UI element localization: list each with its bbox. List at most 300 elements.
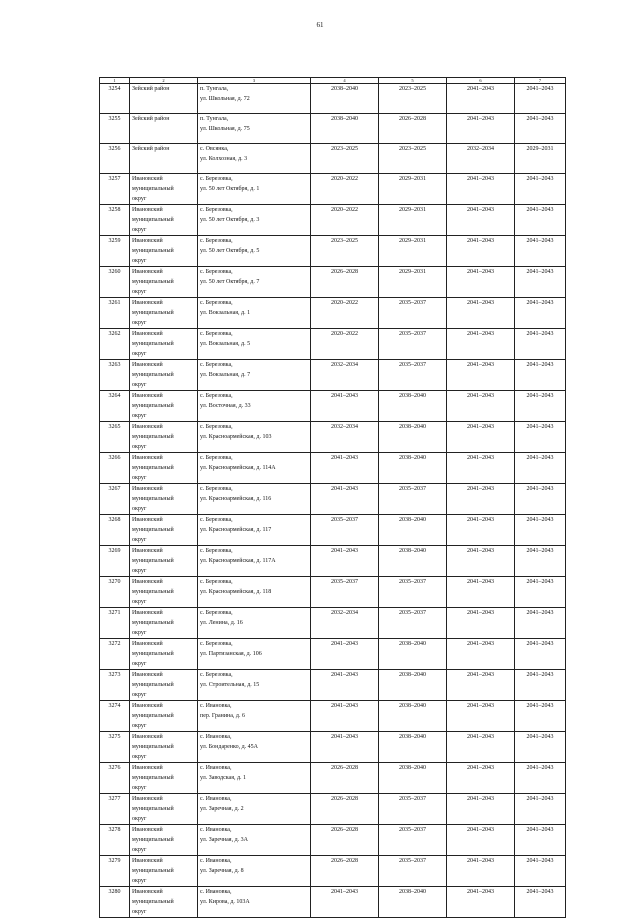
period-cell-5: 2035–2037 [379, 577, 447, 608]
district-cell-line: муниципальный [132, 899, 174, 905]
district-cell-line: муниципальный [132, 651, 174, 657]
period-cell-5: 2038–2040 [379, 453, 447, 484]
district-cell-line: округ [132, 382, 147, 388]
address-cell-line: с. Березовка, [200, 424, 233, 430]
district-cell-line: округ [132, 444, 147, 450]
district-cell-line: Ивановский [132, 238, 163, 244]
address-cell [198, 236, 311, 267]
district-cell [130, 732, 198, 763]
district-cell-line: муниципальный [132, 341, 174, 347]
period-cell-7: 2041–2043 [515, 236, 566, 267]
address-cell-line: ул. Школьная, д. 75 [200, 126, 250, 132]
row-number-cell: 3278 [100, 825, 130, 856]
district-cell-line: округ [132, 537, 147, 543]
period-cell-7: 2041–2043 [515, 577, 566, 608]
period-cell-6: 2041–2043 [447, 174, 515, 205]
district-cell-line: Ивановский [132, 331, 163, 337]
table-row [100, 732, 566, 763]
district-cell [130, 236, 198, 267]
address-cell-line: ул. Красноармейская, д. 114А [200, 465, 276, 471]
table-row [100, 422, 566, 453]
period-cell-6: 2032–2034 [447, 144, 515, 174]
column-number: 3 [198, 78, 311, 84]
period-cell-6: 2041–2043 [447, 856, 515, 887]
period-cell-6: 2041–2043 [447, 887, 515, 918]
table-row [100, 205, 566, 236]
table-row [100, 825, 566, 856]
table-row [100, 144, 566, 174]
district-cell [130, 114, 198, 144]
period-cell-5: 2035–2037 [379, 608, 447, 639]
period-cell-5: 2038–2040 [379, 732, 447, 763]
period-cell-6: 2041–2043 [447, 577, 515, 608]
district-cell-line: муниципальный [132, 620, 174, 626]
period-cell-6: 2041–2043 [447, 422, 515, 453]
row-number-cell: 3277 [100, 794, 130, 825]
period-cell-4: 2026–2028 [311, 267, 379, 298]
period-cell-5: 2038–2040 [379, 391, 447, 422]
row-number-cell: 3269 [100, 546, 130, 577]
period-cell-4: 2032–2034 [311, 360, 379, 391]
district-cell [130, 329, 198, 360]
period-cell-7: 2041–2043 [515, 515, 566, 546]
address-cell [198, 732, 311, 763]
address-cell [198, 422, 311, 453]
period-cell-5: 2026–2028 [379, 114, 447, 144]
period-cell-5: 2035–2037 [379, 484, 447, 515]
period-cell-6: 2041–2043 [447, 298, 515, 329]
period-cell-5: 2035–2037 [379, 329, 447, 360]
period-cell-5: 2029–2031 [379, 174, 447, 205]
district-cell [130, 84, 198, 114]
address-cell-line: с. Березовка, [200, 362, 233, 368]
district-cell-line: округ [132, 878, 147, 884]
period-cell-6: 2041–2043 [447, 546, 515, 577]
row-number-cell: 3258 [100, 205, 130, 236]
district-cell-line: муниципальный [132, 248, 174, 254]
district-cell-line: округ [132, 754, 147, 760]
district-cell-line: муниципальный [132, 558, 174, 564]
district-cell-line: Ивановский [132, 610, 163, 616]
period-cell-5: 2038–2040 [379, 701, 447, 732]
period-cell-4: 2038–2040 [311, 114, 379, 144]
period-cell-4: 2041–2043 [311, 453, 379, 484]
district-cell [130, 391, 198, 422]
address-cell-line: с. Березовка, [200, 238, 233, 244]
address-cell [198, 84, 311, 114]
district-cell-line: округ [132, 289, 147, 295]
district-cell-line: округ [132, 320, 147, 326]
column-number: 4 [311, 78, 379, 84]
district-cell-line: Ивановский [132, 269, 163, 275]
table-row [100, 267, 566, 298]
district-cell-line: округ [132, 785, 147, 791]
address-cell-line: с. Ивановка, [200, 765, 232, 771]
district-cell-line: округ [132, 661, 147, 667]
row-number-cell: 3254 [100, 84, 130, 114]
period-cell-5: 2023–2025 [379, 144, 447, 174]
address-cell-line: с. Овсянка, [200, 146, 229, 152]
table-row [100, 856, 566, 887]
address-cell-line: с. Березовка, [200, 517, 233, 523]
district-cell [130, 546, 198, 577]
address-cell-line: ул. Партизанская, д. 106 [200, 651, 262, 657]
address-cell-line: с. Березовка, [200, 641, 233, 647]
table-row [100, 298, 566, 329]
district-cell-line: округ [132, 227, 147, 233]
address-cell-line: ул. Строительная, д. 15 [200, 682, 260, 688]
period-cell-5: 2038–2040 [379, 515, 447, 546]
address-cell-line: ул. Ленина, д. 16 [200, 620, 243, 626]
district-cell-line: округ [132, 413, 147, 419]
period-cell-7: 2041–2043 [515, 298, 566, 329]
row-number-cell: 3257 [100, 174, 130, 205]
address-cell-line: ул. Красноармейская, д. 116 [200, 496, 272, 502]
district-cell-line: Ивановский [132, 455, 163, 461]
address-cell-line: п. Тунгала, [200, 116, 229, 122]
period-cell-4: 2038–2040 [311, 84, 379, 114]
period-cell-7: 2041–2043 [515, 484, 566, 515]
period-cell-7: 2041–2043 [515, 763, 566, 794]
district-cell [130, 144, 198, 174]
district-cell-line: муниципальный [132, 403, 174, 409]
table-row [100, 84, 566, 114]
address-cell-line: с. Ивановка, [200, 703, 232, 709]
period-cell-6: 2041–2043 [447, 515, 515, 546]
period-cell-5: 2035–2037 [379, 794, 447, 825]
row-number-cell: 3255 [100, 114, 130, 144]
district-cell [130, 794, 198, 825]
district-cell [130, 267, 198, 298]
address-cell [198, 114, 311, 144]
table-row [100, 546, 566, 577]
table-row [100, 360, 566, 391]
period-cell-4: 2041–2043 [311, 670, 379, 701]
period-cell-5: 2035–2037 [379, 360, 447, 391]
address-cell [198, 577, 311, 608]
row-number-cell: 3262 [100, 329, 130, 360]
period-cell-5: 2038–2040 [379, 763, 447, 794]
table-row [100, 608, 566, 639]
address-cell [198, 329, 311, 360]
period-cell-7: 2041–2043 [515, 453, 566, 484]
district-cell [130, 422, 198, 453]
row-number-cell: 3276 [100, 763, 130, 794]
district-cell-line: муниципальный [132, 806, 174, 812]
table-row [100, 329, 566, 360]
row-number-cell: 3273 [100, 670, 130, 701]
table-row [100, 670, 566, 701]
district-cell-line: Ивановский [132, 796, 163, 802]
row-number-cell: 3271 [100, 608, 130, 639]
period-cell-4: 2026–2028 [311, 825, 379, 856]
period-cell-7: 2041–2043 [515, 205, 566, 236]
district-cell-line: Ивановский [132, 889, 163, 895]
address-cell [198, 639, 311, 670]
address-cell-line: с. Березовка, [200, 331, 233, 337]
period-cell-7: 2041–2043 [515, 391, 566, 422]
address-cell-line: ул. Заречная, д. 2 [200, 806, 244, 812]
district-cell-line: муниципальный [132, 186, 174, 192]
address-cell-line: пер. Гранина, д. 6 [200, 713, 245, 719]
district-cell-line: Ивановский [132, 176, 163, 182]
address-cell-line: ул. Красноармейская, д. 117А [200, 558, 276, 564]
address-cell-line: ул. Красноармейская, д. 103 [200, 434, 272, 440]
period-cell-5: 2038–2040 [379, 670, 447, 701]
table-row [100, 794, 566, 825]
period-cell-7: 2041–2043 [515, 701, 566, 732]
period-cell-4: 2026–2028 [311, 763, 379, 794]
district-cell [130, 453, 198, 484]
address-cell [198, 298, 311, 329]
district-cell-line: округ [132, 630, 147, 636]
period-cell-7: 2041–2043 [515, 174, 566, 205]
period-cell-4: 2026–2028 [311, 856, 379, 887]
address-cell [198, 484, 311, 515]
district-cell-line: округ [132, 692, 147, 698]
period-cell-4: 2020–2022 [311, 329, 379, 360]
period-cell-7: 2041–2043 [515, 422, 566, 453]
period-cell-6: 2041–2043 [447, 670, 515, 701]
address-cell-line: с. Березовка, [200, 300, 233, 306]
period-cell-6: 2041–2043 [447, 84, 515, 114]
address-cell [198, 391, 311, 422]
district-cell-line: Ивановский [132, 517, 163, 523]
column-number: 1 [100, 78, 130, 84]
address-cell [198, 856, 311, 887]
district-cell-line: муниципальный [132, 682, 174, 688]
row-number-cell: 3272 [100, 639, 130, 670]
district-cell-line: Ивановский [132, 548, 163, 554]
address-cell [198, 701, 311, 732]
table-row [100, 114, 566, 144]
district-cell-line: округ [132, 196, 147, 202]
district-cell-line: округ [132, 599, 147, 605]
district-cell-line: Ивановский [132, 672, 163, 678]
address-cell [198, 453, 311, 484]
address-cell-line: ул. 50 лет Октября, д. 7 [200, 279, 260, 285]
page-number: 61 [316, 21, 324, 29]
district-cell-line: Ивановский [132, 734, 163, 740]
district-cell-line: Ивановский [132, 858, 163, 864]
address-cell-line: с. Березовка, [200, 672, 233, 678]
district-cell-line: Зейский район [132, 146, 170, 152]
address-cell [198, 546, 311, 577]
address-cell-line: с. Ивановка, [200, 858, 232, 864]
district-cell-line: муниципальный [132, 527, 174, 533]
row-number-cell: 3280 [100, 887, 130, 918]
address-cell-line: ул. Кирова, д. 103А [200, 899, 250, 905]
row-number-cell: 3274 [100, 701, 130, 732]
district-cell-line: Ивановский [132, 393, 163, 399]
district-cell-line: муниципальный [132, 837, 174, 843]
address-cell [198, 515, 311, 546]
period-cell-5: 2029–2031 [379, 236, 447, 267]
address-cell [198, 205, 311, 236]
address-cell-line: с. Березовка, [200, 207, 233, 213]
district-cell-line: муниципальный [132, 217, 174, 223]
address-cell [198, 360, 311, 391]
row-number-cell: 3268 [100, 515, 130, 546]
address-cell [198, 174, 311, 205]
column-number: 6 [447, 78, 515, 84]
period-cell-4: 2041–2043 [311, 639, 379, 670]
address-cell-line: с. Березовка, [200, 610, 233, 616]
district-cell-line: муниципальный [132, 279, 174, 285]
district-cell [130, 825, 198, 856]
district-cell [130, 515, 198, 546]
address-cell-line: с. Березовка, [200, 455, 233, 461]
address-cell-line: с. Березовка, [200, 548, 233, 554]
column-number: 2 [130, 78, 198, 84]
period-cell-7: 2041–2043 [515, 670, 566, 701]
address-cell-line: ул. 50 лет Октября, д. 1 [200, 186, 260, 192]
period-cell-6: 2041–2043 [447, 267, 515, 298]
district-cell-line: муниципальный [132, 434, 174, 440]
period-cell-7: 2041–2043 [515, 360, 566, 391]
row-number-cell: 3259 [100, 236, 130, 267]
period-cell-6: 2041–2043 [447, 763, 515, 794]
address-cell [198, 763, 311, 794]
period-cell-7: 2041–2043 [515, 84, 566, 114]
period-cell-7: 2041–2043 [515, 114, 566, 144]
table-row [100, 763, 566, 794]
district-cell-line: Ивановский [132, 486, 163, 492]
period-cell-7: 2041–2043 [515, 639, 566, 670]
district-cell [130, 577, 198, 608]
district-cell-line: Зейский район [132, 86, 170, 92]
row-number-cell: 3266 [100, 453, 130, 484]
address-cell-line: ул. Школьная, д. 72 [200, 96, 250, 102]
district-cell [130, 887, 198, 918]
period-cell-4: 2035–2037 [311, 577, 379, 608]
period-cell-7: 2041–2043 [515, 329, 566, 360]
period-cell-4: 2026–2028 [311, 794, 379, 825]
row-number-cell: 3261 [100, 298, 130, 329]
district-cell-line: Ивановский [132, 362, 163, 368]
table-row [100, 887, 566, 918]
address-cell [198, 670, 311, 701]
district-cell-line: округ [132, 909, 147, 915]
period-cell-6: 2041–2043 [447, 639, 515, 670]
district-cell-line: округ [132, 723, 147, 729]
period-cell-5: 2029–2031 [379, 267, 447, 298]
district-cell-line: округ [132, 351, 147, 357]
period-cell-6: 2041–2043 [447, 825, 515, 856]
row-number-cell: 3264 [100, 391, 130, 422]
row-number-cell: 3256 [100, 144, 130, 174]
row-number-cell: 3260 [100, 267, 130, 298]
period-cell-4: 2020–2022 [311, 298, 379, 329]
district-cell [130, 205, 198, 236]
period-cell-6: 2041–2043 [447, 453, 515, 484]
district-cell-line: Ивановский [132, 827, 163, 833]
period-cell-7: 2041–2043 [515, 887, 566, 918]
period-cell-4: 2023–2025 [311, 144, 379, 174]
period-cell-6: 2041–2043 [447, 236, 515, 267]
schedule-table [99, 77, 566, 918]
period-cell-4: 2041–2043 [311, 887, 379, 918]
address-cell-line: ул. Заречная, д. 3А [200, 837, 248, 843]
address-cell [198, 794, 311, 825]
district-cell-line: Ивановский [132, 207, 163, 213]
district-cell-line: Ивановский [132, 765, 163, 771]
table-row [100, 701, 566, 732]
period-cell-5: 2035–2037 [379, 825, 447, 856]
table-row [100, 174, 566, 205]
address-cell [198, 825, 311, 856]
address-cell-line: ул. Вокзальная, д. 5 [200, 341, 251, 347]
district-cell-line: округ [132, 475, 147, 481]
address-cell-line: ул. Вокзальная, д. 7 [200, 372, 251, 378]
district-cell-line: Ивановский [132, 641, 163, 647]
period-cell-6: 2041–2043 [447, 329, 515, 360]
period-cell-5: 2038–2040 [379, 639, 447, 670]
table-row [100, 484, 566, 515]
address-cell-line: с. Ивановка, [200, 734, 232, 740]
period-cell-4: 2041–2043 [311, 391, 379, 422]
period-cell-7: 2041–2043 [515, 267, 566, 298]
period-cell-6: 2041–2043 [447, 391, 515, 422]
period-cell-7: 2041–2043 [515, 794, 566, 825]
address-cell-line: с. Березовка, [200, 579, 233, 585]
district-cell-line: Ивановский [132, 300, 163, 306]
address-cell-line: с. Березовка, [200, 393, 233, 399]
period-cell-6: 2041–2043 [447, 608, 515, 639]
address-cell [198, 144, 311, 174]
address-cell-line: с. Березовка, [200, 269, 233, 275]
period-cell-4: 2041–2043 [311, 546, 379, 577]
address-cell-line: ул. Заречная, д. 8 [200, 868, 244, 874]
period-cell-5: 2023–2025 [379, 84, 447, 114]
address-cell-line: ул. Заводская, д. 1 [200, 775, 247, 781]
address-cell-line: с. Ивановка, [200, 827, 232, 833]
district-cell-line: Ивановский [132, 424, 163, 430]
period-cell-7: 2041–2043 [515, 825, 566, 856]
address-cell-line: ул. Вокзальная, д. 1 [200, 310, 251, 316]
district-cell-line: муниципальный [132, 775, 174, 781]
period-cell-7: 2041–2043 [515, 546, 566, 577]
district-cell [130, 763, 198, 794]
column-number: 7 [515, 78, 566, 84]
district-cell [130, 670, 198, 701]
table-row [100, 515, 566, 546]
district-cell-line: Ивановский [132, 703, 163, 709]
address-cell-line: с. Березовка, [200, 176, 233, 182]
district-cell-line: муниципальный [132, 868, 174, 874]
row-number-cell: 3267 [100, 484, 130, 515]
district-cell-line: округ [132, 258, 147, 264]
row-number-cell: 3270 [100, 577, 130, 608]
period-cell-4: 2032–2034 [311, 422, 379, 453]
period-cell-7: 2041–2043 [515, 608, 566, 639]
district-cell [130, 298, 198, 329]
period-cell-5: 2038–2040 [379, 422, 447, 453]
address-cell-line: п. Тунгала, [200, 86, 229, 92]
address-cell-line: ул. Восточная, д. 33 [200, 403, 251, 409]
column-number: 5 [379, 78, 447, 84]
address-cell [198, 267, 311, 298]
district-cell [130, 360, 198, 391]
period-cell-6: 2041–2043 [447, 484, 515, 515]
period-cell-4: 2035–2037 [311, 515, 379, 546]
district-cell [130, 639, 198, 670]
period-cell-7: 2041–2043 [515, 856, 566, 887]
district-cell-line: округ [132, 816, 147, 822]
period-cell-6: 2041–2043 [447, 794, 515, 825]
address-cell-line: ул. Бондаренко, д. 45А [200, 744, 258, 750]
row-number-cell: 3265 [100, 422, 130, 453]
